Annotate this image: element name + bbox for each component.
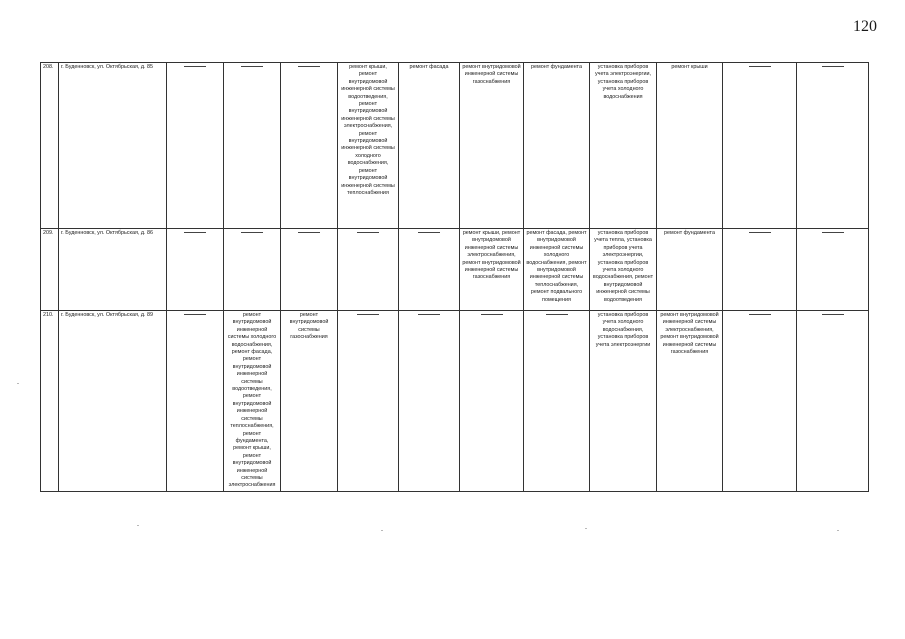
address-cell: г. Буденновск, ул. Октябрьская, д. 89 <box>59 311 167 492</box>
work-cell-c2 <box>224 63 281 229</box>
work-cell-c9: ремонт крыши <box>657 63 723 229</box>
work-cell-c8: установка приборов учета холодного водоснабжения, установка приборов учета электроэнергии <box>590 311 657 492</box>
work-cell-c8: установка приборов учета тепла, установка приборов учета электроэнергии, установка приборов учета холодного водоснабжения, ремонт внутридомовой инженерной системы водоотведения <box>590 229 657 311</box>
empty-dash <box>357 232 379 233</box>
page-number: 120 <box>853 18 877 35</box>
work-cell-c5: ремонт фасада <box>399 63 460 229</box>
empty-dash <box>357 314 379 315</box>
empty-dash <box>184 314 206 315</box>
table-row <box>41 229 869 311</box>
empty-dash <box>184 232 206 233</box>
work-cell-c7: ремонт фундамента <box>524 63 590 229</box>
work-cell-c9: ремонт фундамента <box>657 229 723 311</box>
empty-dash <box>749 314 771 315</box>
work-cell-c11 <box>797 229 869 311</box>
empty-dash <box>298 66 320 67</box>
empty-dash <box>822 314 844 315</box>
scan-speck <box>585 528 587 529</box>
work-cell-c11 <box>797 311 869 492</box>
work-cell-c2: ремонт внутридомовой инженерной системы холодного водоснабжения, ремонт фасада, ремонт внутридомовой инженерной системы водоотведения, ремонт внутридомовой инженерной системы теплоснабжения, ремонт фундамента, ремонт крыши, ремонт внутридомовой инженерной системы электроснабжения <box>224 311 281 492</box>
work-cell-c3 <box>281 229 338 311</box>
scan-speck <box>17 383 19 384</box>
work-cell-c11 <box>797 63 869 229</box>
empty-dash <box>481 314 503 315</box>
work-cell-c10 <box>723 63 797 229</box>
address-cell: г. Буденновск, ул. Октябрьская, д. 85 <box>59 63 167 229</box>
work-cell-c6: ремонт крыши, ремонт внутридомовой инженерной системы электроснабжения, ремонт внутридомовой инженерной системы газоснабжения <box>460 229 524 311</box>
empty-dash <box>822 232 844 233</box>
empty-dash <box>822 66 844 67</box>
scan-speck <box>137 525 139 526</box>
work-cell-c8: установка приборов учета электроэнергии, установка приборов учета холодного водоснабжения <box>590 63 657 229</box>
work-cell-c3 <box>281 63 338 229</box>
empty-dash <box>418 232 440 233</box>
work-cell-c3: ремонт внутридомовой системы газоснабжения <box>281 311 338 492</box>
work-cell-c4: ремонт крыши, ремонт внутридомовой инженерной системы водоотведения, ремонт внутридомовой инженерной системы электроснабжения, ремонт внутридомовой инженерной системы холодного водоснабжения, ремонт внутридомовой инженерной системы теплоснабжения <box>338 63 399 229</box>
work-cell-c6: ремонт внутридомовой инженерной системы газоснабжения <box>460 63 524 229</box>
address-cell: г. Буденновск, ул. Октябрьская, д. 86 <box>59 229 167 311</box>
empty-dash <box>749 232 771 233</box>
work-cell-c4 <box>338 229 399 311</box>
work-cell-c1 <box>167 229 224 311</box>
empty-dash <box>546 314 568 315</box>
work-cell-c10 <box>723 229 797 311</box>
work-cell-c1 <box>167 311 224 492</box>
empty-dash <box>298 232 320 233</box>
work-cell-c2 <box>224 229 281 311</box>
empty-dash <box>184 66 206 67</box>
empty-dash <box>241 232 263 233</box>
work-cell-c9: ремонт внутридомовой инженерной системы электроснабжения, ремонт внутридомовой инженерной системы газоснабжения <box>657 311 723 492</box>
table-row <box>41 63 869 229</box>
empty-dash <box>749 66 771 67</box>
work-cell-c6 <box>460 311 524 492</box>
empty-dash <box>418 314 440 315</box>
empty-dash <box>241 66 263 67</box>
work-cell-c7 <box>524 311 590 492</box>
work-cell-c1 <box>167 63 224 229</box>
capital-repair-table <box>40 62 869 492</box>
scan-speck <box>381 530 383 531</box>
work-cell-c5 <box>399 311 460 492</box>
work-cell-c7: ремонт фасада, ремонт внутридомовой инженерной системы холодного водоснабжения, ремонт внутридомовой инженерной системы теплоснабжения, ремонт подвального помещения <box>524 229 590 311</box>
row-number-cell: 208. <box>41 63 59 229</box>
work-cell-c4 <box>338 311 399 492</box>
row-number-cell: 210. <box>41 311 59 492</box>
scan-speck <box>837 530 839 531</box>
table-row <box>41 311 869 492</box>
row-number-cell: 209. <box>41 229 59 311</box>
work-cell-c10 <box>723 311 797 492</box>
work-cell-c5 <box>399 229 460 311</box>
